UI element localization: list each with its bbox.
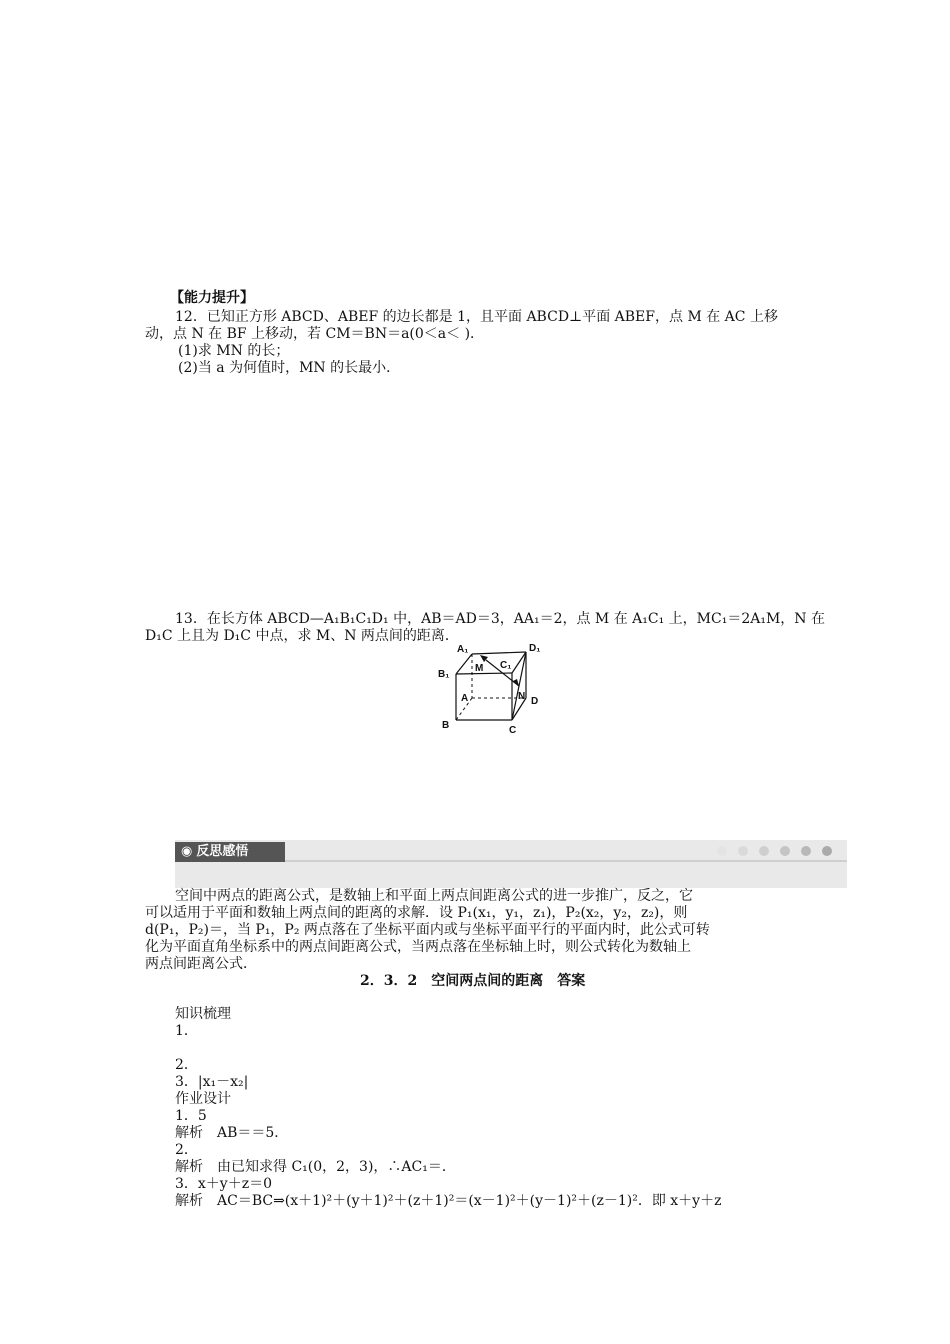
reflection-banner [175,840,847,888]
label-c: C [509,725,517,736]
problem12-line1: 12．已知正方形 ABCD、ABEF 的边长都是 1，且平面 ABCD⊥平面 ABEF，点 M 在 AC 上移 [175,309,778,325]
target-circle-icon: ◉ [181,844,193,859]
reflection-title: 反思感悟 [196,844,249,859]
answer-line: 3．|x₁－x₂| [175,1074,249,1090]
answer-line: 2． [175,1142,198,1158]
answer-line: 1．5 [175,1108,207,1124]
banner-dot [717,846,727,856]
banner-dot [822,846,832,856]
edge-a1-d1 [472,652,526,654]
label-a: A [461,693,469,704]
reflection-line1: 空间中两点的距离公式，是数轴上和平面上两点间距离公式的进一步推广，反之，它 [175,888,693,904]
label-m: M [475,663,484,674]
banner-dot [780,846,790,856]
banner-dot [801,846,811,856]
ability-heading: 【能力提升】 [170,290,254,306]
answer-line: 1． [175,1023,198,1039]
answer-line: 解析 AC＝BC⇒(x＋1)²＋(y＋1)²＋(z＋1)²＝(x－1)²＋(y－1)²＋(z－1)²．即 x＋y＋z [175,1193,722,1209]
answer-line: 作业设计 [175,1091,231,1107]
answer-line: 解析 AB＝＝5． [175,1125,289,1141]
answer-line: 2． [175,1057,198,1073]
problem13-line2: D₁C 上且为 D₁C 中点，求 M、N 两点间的距离． [145,628,459,644]
reflection-line2: 可以适用于平面和数轴上两点间的距离的求解．设 P₁(x₁，y₁，z₁)，P₂(x₂，y₂，z₂)，则 [145,905,688,921]
banner-dot [759,846,769,856]
answer-line: 解析 由已知求得 C₁(0，2，3)，∴AC₁＝． [175,1159,456,1175]
reflection-tab [175,842,285,862]
edge-a1-b1 [456,654,472,674]
label-b1: B₁ [438,669,450,680]
reflection-line3: d(P₁，P₂)＝，当 P₁，P₂ 两点落在了坐标平面内或与坐标平面平行的平面内时，此公式可转 [145,922,710,938]
answer-line: 知识梳理 [175,1006,231,1022]
problem12-line2: 动，点 N 在 BF 上移动，若 CM＝BN＝a(0＜a＜ )． [145,326,485,342]
label-c1: C₁ [500,660,512,671]
label-d: D [531,696,539,707]
answer-line: 3．x＋y＋z＝0 [175,1176,272,1192]
answers-title: 2．3．2 空间两点间的距离 答案 [360,973,586,989]
label-b: B [442,720,450,731]
label-d1: D₁ [529,643,541,654]
banner-rule [285,860,847,862]
label-n: N [518,691,526,702]
banner-dot [738,846,748,856]
problem12-part1: (1)求 MN 的长； [178,343,290,359]
label-a1: A₁ [457,644,469,655]
problem13-line1: 13．在长方体 ABCD—A₁B₁C₁D₁ 中，AB＝AD＝3，AA₁＝2，点 M 在 A₁C₁ 上，MC₁＝2A₁M，N 在 [175,611,825,627]
reflection-line5: 两点间距离公式． [145,956,257,972]
cuboid-figure [430,640,560,740]
reflection-line4: 化为平面直角坐标系中的两点间距离公式，当两点落在坐标轴上时，则公式转化为数轴上 [145,939,691,955]
problem12-part2: (2)当 a 为何值时，MN 的长最小． [178,360,401,376]
